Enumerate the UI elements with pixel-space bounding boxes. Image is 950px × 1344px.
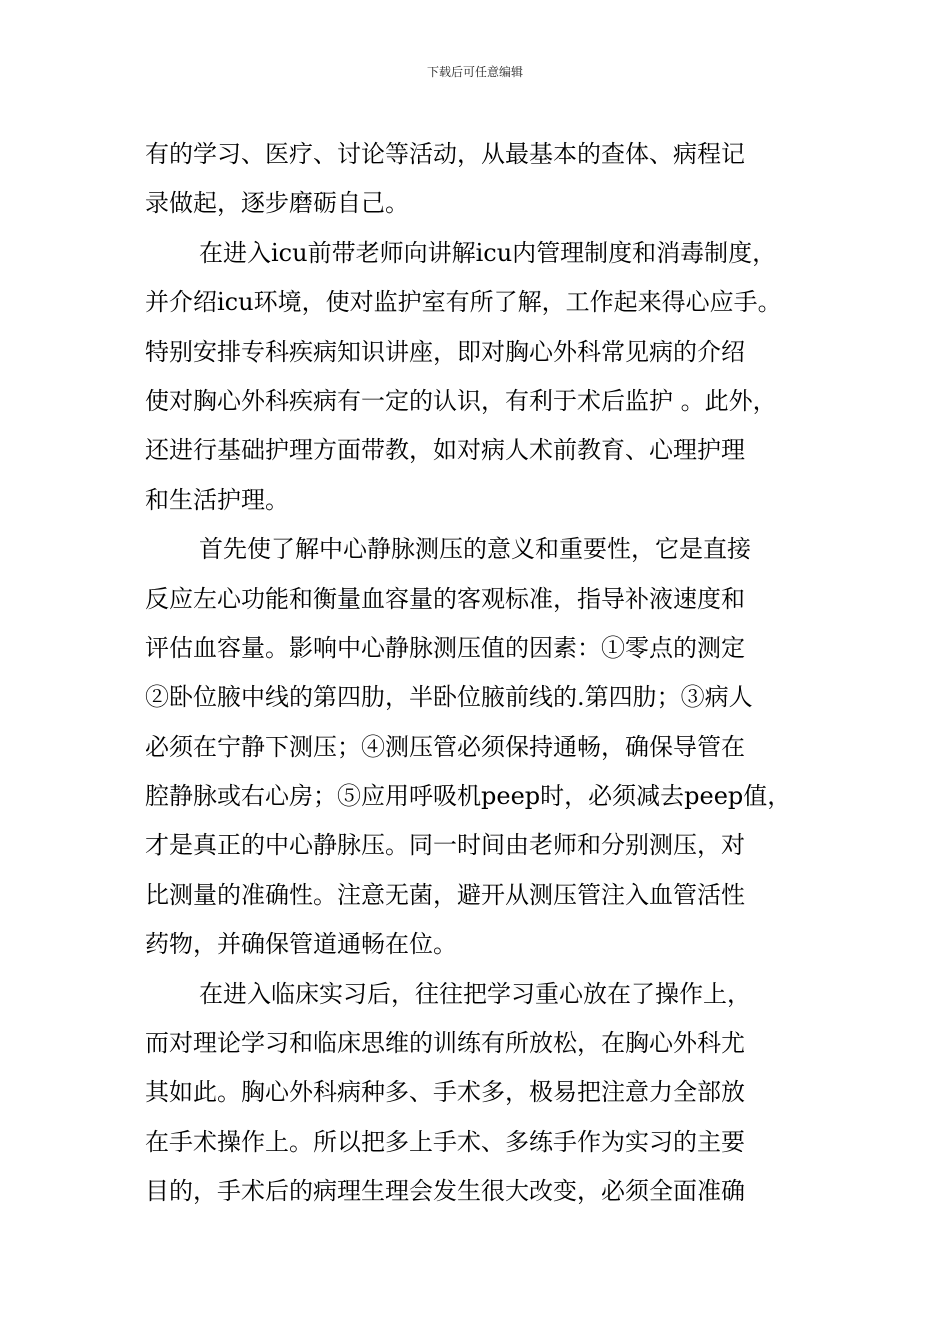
text-line: 比测量的准确性。注意无菌，避开从测压管注入血管活性 [145,880,745,909]
paragraph [145,970,835,1217]
page-header: 下载后可任意编辑 [426,65,523,79]
text-line: 有的学习、医疗、讨论等活动，从最基本的查体、病程记 [145,140,745,168]
text-line: 评估血容量。影响中心静脉测压值的因素：①零点的测定 [145,633,745,662]
text-line: 反应左心功能和衡量血容量的客观标准，指导补液速度和 [145,584,745,613]
paragraph [145,229,835,525]
paragraph [145,525,835,970]
text-line: 和生活护理。 [145,485,289,514]
paragraph [145,130,835,229]
text-line: 录做起，逐步磨砺自己。 [145,189,409,218]
text-line: 其如此。胸心外科病种多、手术多，极易把注意力全部放 [145,1078,745,1107]
text-line: 使对胸心外科疾病有一定的认识，有利于术后监护 。此外， [145,386,777,415]
text-line: 还进行基础护理方面带教，如对病人术前教育、心理护理 [145,436,745,465]
text-line: 在手术操作上。所以把多上手术、多练手作为实习的主要 [145,1127,745,1156]
text-line: 特别安排专科疾病知识讲座，即对胸心外科常见病的介绍 [145,337,745,366]
text-line: 目的，手术后的病理生理会发生很大改变，必须全面准确 [145,1177,745,1206]
text-line: ②卧位腋中线的第四肋，半卧位腋前线的.第四肋；③病人 [145,683,753,712]
text-line: 在进入icu前带老师向讲解icu内管理制度和消毒制度， [199,238,777,267]
text-line: 而对理论学习和临床思维的训练有所放松，在胸心外科尤 [145,1029,745,1058]
text-line: 必须在宁静下测压；④测压管必须保持通畅，确保导管在 [145,732,745,761]
document-body [145,130,835,1217]
text-line: 首先使了解中心静脉测压的意义和重要性，它是直接 [199,535,751,564]
text-line: 在进入临床实习后，往往把学习重心放在了操作上， [199,979,751,1008]
text-line: 才是真正的中心静脉压。同一时间由老师和分别测压，对 [145,831,745,860]
text-line: 并介绍icu环境，使对监护室有所了解，工作起来得心应手。 [145,288,782,317]
text-line: 药物，并确保管道通畅在位。 [145,930,457,959]
text-line: 腔静脉或右心房；⑤应用呼吸机peep时，必须减去peep值， [145,782,792,811]
